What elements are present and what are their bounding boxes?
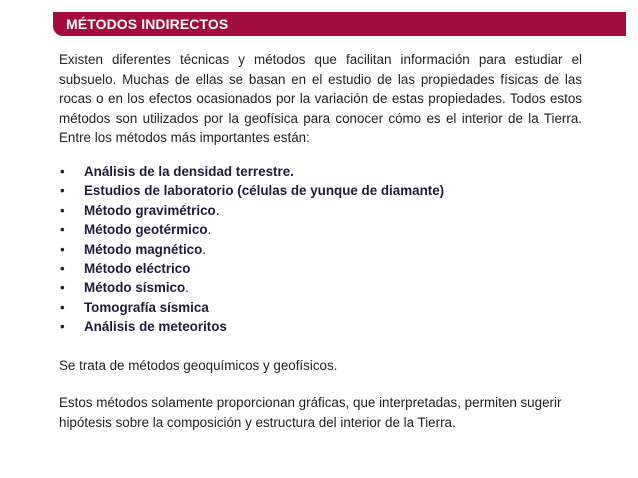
method-name: Estudios de laboratorio (células de yunque de diamante): [84, 183, 445, 199]
list-item: [59, 317, 582, 336]
method-name: Método eléctrico: [84, 261, 191, 276]
summary-paragraph: Se trata de métodos geoquímicos y geofísicos.: [59, 357, 338, 373]
method-suffix: .: [207, 222, 212, 238]
bullet: •: [60, 163, 65, 179]
list-item: [59, 278, 582, 297]
method-name: Tomografía sísmica: [84, 299, 209, 315]
list-item: [59, 162, 582, 181]
bullet: •: [60, 222, 65, 238]
method-suffix: .: [202, 241, 207, 257]
conclusion-paragraph: Estos métodos solamente proporcionan gráficas, que interpretadas, permiten sugerir hipótesis sobre la composición y estructura del interior de la Tierra.: [59, 395, 562, 430]
list-item: [59, 298, 582, 317]
list-item: [59, 240, 582, 259]
methods-list: [59, 162, 582, 337]
intro-paragraph: Existen diferentes técnicas y métodos que facilitan información para estudiar el subsuelo. Muchas de ellas se basan en el estudio de las propiedades físicas de las rocas o en los efectos ocasionados por la variación de estas propiedades. Todos estos métodos son utilizados por la geofísica para conocer cómo es el interior de la Tierra. Entre los métodos más importantes están:: [59, 52, 582, 146]
method-name: Método sísmico: [84, 280, 186, 296]
list-item: [59, 201, 582, 220]
bullet: •: [60, 280, 65, 296]
bullet: •: [60, 261, 65, 276]
method-name: Análisis de la densidad terrestre.: [84, 163, 294, 179]
method-name: Análisis de meteoritos: [84, 319, 227, 335]
method-name: Método gravimétrico: [84, 202, 216, 218]
bullet: •: [60, 241, 65, 257]
bullet: •: [60, 202, 65, 218]
page-title: MÉTODOS INDIRECTOS: [66, 16, 229, 32]
list-item: [59, 259, 582, 278]
method-name: Método geotérmico: [84, 222, 208, 238]
title-bar: [53, 12, 626, 36]
method-name: Método magnético: [84, 241, 203, 257]
bullet: •: [60, 183, 65, 199]
list-item: [59, 220, 582, 239]
list-item: [59, 181, 582, 200]
bullet: •: [60, 319, 65, 335]
method-suffix: .: [215, 202, 220, 218]
slide-content: [59, 50, 582, 432]
method-suffix: .: [185, 280, 189, 296]
bullet: •: [60, 299, 65, 315]
